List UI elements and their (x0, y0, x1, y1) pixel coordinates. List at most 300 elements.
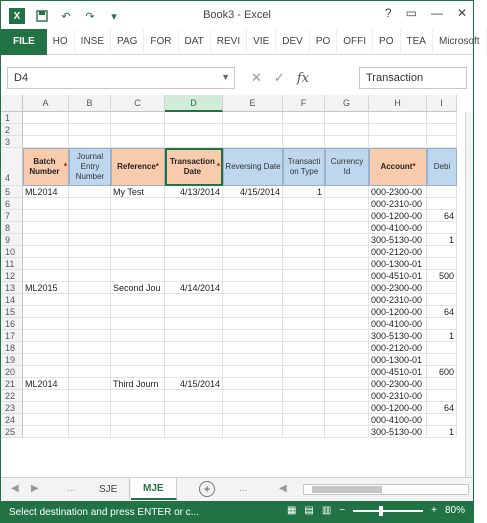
header-reference[interactable] (111, 148, 165, 186)
cell-a22[interactable] (23, 390, 69, 402)
cell-i10[interactable] (427, 246, 457, 258)
cell-d13[interactable]: 4/14/2014 (165, 282, 223, 294)
cell-b9[interactable] (69, 234, 111, 246)
worksheet-grid[interactable] (1, 95, 473, 477)
cell-e23[interactable] (223, 402, 283, 414)
cell-c25[interactable] (111, 426, 165, 438)
cell-i25[interactable]: 1 (427, 426, 457, 438)
cell-h11[interactable]: 000-1300-01 (369, 258, 427, 270)
tab-microsoft[interactable]: Microsoft (433, 29, 487, 55)
cell-i9[interactable]: 1 (427, 234, 457, 246)
cell-h1[interactable] (369, 112, 427, 124)
cell-c13[interactable]: Second Jou (111, 282, 165, 294)
cell-i1[interactable] (427, 112, 457, 124)
row-header-21[interactable]: 21 (1, 378, 23, 390)
cell-h20[interactable]: 000-4510-01 (369, 366, 427, 378)
cell-f16[interactable] (283, 318, 325, 330)
cell-i6[interactable] (427, 198, 457, 210)
row-header-18[interactable]: 18 (1, 342, 23, 354)
cell-e16[interactable] (223, 318, 283, 330)
cell-f18[interactable] (283, 342, 325, 354)
cell-g6[interactable] (325, 198, 369, 210)
cell-a15[interactable] (23, 306, 69, 318)
cell-c9[interactable] (111, 234, 165, 246)
cell-e24[interactable] (223, 414, 283, 426)
cell-b14[interactable] (69, 294, 111, 306)
cell-d25[interactable] (165, 426, 223, 438)
cell-a18[interactable] (23, 342, 69, 354)
zoom-in-button[interactable]: + (431, 505, 437, 516)
row-header-23[interactable]: 23 (1, 402, 23, 414)
row-header-2[interactable]: 2 (1, 124, 23, 136)
cell-a19[interactable] (23, 354, 69, 366)
cell-d6[interactable] (165, 198, 223, 210)
cell-i8[interactable] (427, 222, 457, 234)
cell-f23[interactable] (283, 402, 325, 414)
cell-b12[interactable] (69, 270, 111, 282)
cell-b23[interactable] (69, 402, 111, 414)
cell-c14[interactable] (111, 294, 165, 306)
enter-formula-icon[interactable]: ✓ (273, 70, 285, 85)
cell-d7[interactable] (165, 210, 223, 222)
cell-g24[interactable] (325, 414, 369, 426)
row-header-12[interactable]: 12 (1, 270, 23, 282)
cell-f9[interactable] (283, 234, 325, 246)
cell-d21[interactable]: 4/15/2014 (165, 378, 223, 390)
cell-b11[interactable] (69, 258, 111, 270)
cell-b6[interactable] (69, 198, 111, 210)
cell-e18[interactable] (223, 342, 283, 354)
cell-b1[interactable] (69, 112, 111, 124)
cell-h21[interactable]: 000-2300-00 (369, 378, 427, 390)
row-header-11[interactable]: 11 (1, 258, 23, 270)
cell-e21[interactable] (223, 378, 283, 390)
cell-g8[interactable] (325, 222, 369, 234)
sheet-more-right[interactable]: ... (239, 483, 248, 494)
row-header-7[interactable]: 7 (1, 210, 23, 222)
row-header-5[interactable]: 5 (1, 186, 23, 198)
cell-i17[interactable]: 1 (427, 330, 457, 342)
cell-c5[interactable]: My Test (111, 186, 165, 198)
cell-a9[interactable] (23, 234, 69, 246)
tab-power-2[interactable]: PO (373, 29, 400, 55)
help-icon[interactable]: ? (384, 6, 392, 20)
cell-g9[interactable] (325, 234, 369, 246)
row-header-9[interactable]: 9 (1, 234, 23, 246)
cell-a13[interactable]: ML2015 (23, 282, 69, 294)
cancel-formula-icon[interactable]: ✕ (251, 70, 262, 85)
row-header-19[interactable]: 19 (1, 354, 23, 366)
cell-g13[interactable] (325, 282, 369, 294)
row-header-10[interactable]: 10 (1, 246, 23, 258)
row-header-13[interactable]: 13 (1, 282, 23, 294)
insert-function-icon[interactable]: fx (296, 70, 309, 86)
header-batch-number[interactable] (23, 148, 69, 186)
cell-e12[interactable] (223, 270, 283, 282)
tab-power-1[interactable]: PO (310, 29, 337, 55)
tab-developer[interactable]: DEV (276, 29, 310, 55)
cell-d8[interactable] (165, 222, 223, 234)
cell-h6[interactable]: 000-2310-00 (369, 198, 427, 210)
cell-f2[interactable] (283, 124, 325, 136)
cell-c18[interactable] (111, 342, 165, 354)
cell-a2[interactable] (23, 124, 69, 136)
row-header-20[interactable]: 20 (1, 366, 23, 378)
zoom-out-button[interactable]: − (339, 505, 346, 516)
cell-h16[interactable]: 000-4100-00 (369, 318, 427, 330)
add-sheet-button[interactable]: + (199, 481, 215, 497)
cell-d14[interactable] (165, 294, 223, 306)
cell-e10[interactable] (223, 246, 283, 258)
cell-a25[interactable] (23, 426, 69, 438)
cell-f20[interactable] (283, 366, 325, 378)
cell-c17[interactable] (111, 330, 165, 342)
normal-view-icon[interactable]: ▦ (286, 505, 297, 516)
cell-b10[interactable] (69, 246, 111, 258)
undo-icon[interactable]: ↶ (61, 10, 71, 23)
cell-e25[interactable] (223, 426, 283, 438)
scroll-left-icon[interactable]: ◀ (279, 483, 287, 494)
cell-a1[interactable] (23, 112, 69, 124)
cell-h18[interactable]: 000-2120-00 (369, 342, 427, 354)
cell-f3[interactable] (283, 136, 325, 148)
cell-g20[interactable] (325, 366, 369, 378)
cell-i19[interactable] (427, 354, 457, 366)
cell-c3[interactable] (111, 136, 165, 148)
cell-i16[interactable] (427, 318, 457, 330)
row-header-3[interactable]: 3 (1, 136, 23, 148)
page-layout-view-icon[interactable]: ▤ (304, 505, 314, 516)
cell-g23[interactable] (325, 402, 369, 414)
tab-office[interactable]: OFFI (337, 29, 373, 55)
cell-a24[interactable] (23, 414, 69, 426)
cell-e14[interactable] (223, 294, 283, 306)
page-break-view-icon[interactable]: ▥ (321, 505, 332, 516)
cell-e19[interactable] (223, 354, 283, 366)
cell-c19[interactable] (111, 354, 165, 366)
cell-i7[interactable]: 64 (427, 210, 457, 222)
cell-d2[interactable] (165, 124, 223, 136)
row-header-6[interactable]: 6 (1, 198, 23, 210)
zoom-level[interactable]: 80% (444, 505, 465, 516)
cell-c1[interactable] (111, 112, 165, 124)
cell-i20[interactable]: 600 (427, 366, 457, 378)
select-all-corner[interactable] (1, 95, 23, 112)
cell-d5[interactable]: 4/13/2014 (165, 186, 223, 198)
cell-f15[interactable] (283, 306, 325, 318)
row-header-16[interactable]: 16 (1, 318, 23, 330)
cell-c22[interactable] (111, 390, 165, 402)
cell-c8[interactable] (111, 222, 165, 234)
cell-f7[interactable] (283, 210, 325, 222)
cell-a6[interactable] (23, 198, 69, 210)
cell-e20[interactable] (223, 366, 283, 378)
column-header-c[interactable]: C (111, 95, 165, 112)
cell-b20[interactable] (69, 366, 111, 378)
cell-d22[interactable] (165, 390, 223, 402)
cell-e22[interactable] (223, 390, 283, 402)
cell-e15[interactable] (223, 306, 283, 318)
cell-h3[interactable] (369, 136, 427, 148)
cell-c21[interactable]: Third Journ (111, 378, 165, 390)
header-journal-entry-number[interactable] (69, 148, 111, 186)
cell-b16[interactable] (69, 318, 111, 330)
cell-e3[interactable] (223, 136, 283, 148)
minimize-icon[interactable]: — (430, 6, 443, 20)
cell-d19[interactable] (165, 354, 223, 366)
cell-e7[interactable] (223, 210, 283, 222)
row-header-1[interactable]: 1 (1, 112, 23, 124)
cell-h10[interactable]: 000-2120-00 (369, 246, 427, 258)
cell-e5[interactable]: 4/15/2014 (223, 186, 283, 198)
cell-e11[interactable] (223, 258, 283, 270)
cell-h14[interactable]: 000-2310-00 (369, 294, 427, 306)
ribbon-display-icon[interactable]: ▭ (405, 6, 417, 20)
cell-f8[interactable] (283, 222, 325, 234)
header-account[interactable] (369, 148, 427, 186)
cell-b5[interactable] (69, 186, 111, 198)
cell-f25[interactable] (283, 426, 325, 438)
cell-g25[interactable] (325, 426, 369, 438)
cell-g11[interactable] (325, 258, 369, 270)
cell-b18[interactable] (69, 342, 111, 354)
cell-c23[interactable] (111, 402, 165, 414)
row-header-24[interactable]: 24 (1, 414, 23, 426)
cell-a5[interactable]: ML2014 (23, 186, 69, 198)
cell-i12[interactable]: 500 (427, 270, 457, 282)
cell-b13[interactable] (69, 282, 111, 294)
cell-h2[interactable] (369, 124, 427, 136)
cell-f24[interactable] (283, 414, 325, 426)
tab-file[interactable]: FILE (1, 29, 47, 55)
cell-b25[interactable] (69, 426, 111, 438)
cell-i2[interactable] (427, 124, 457, 136)
cell-f5[interactable]: 1 (283, 186, 325, 198)
redo-icon[interactable]: ↷ (85, 10, 95, 23)
cell-g14[interactable] (325, 294, 369, 306)
sheet-more-left[interactable]: ... (67, 483, 76, 494)
cell-h15[interactable]: 000-1200-00 (369, 306, 427, 318)
customize-qat-icon[interactable]: ▾ (111, 10, 117, 23)
tab-data[interactable]: DAT (179, 29, 211, 55)
cell-i14[interactable] (427, 294, 457, 306)
row-header-22[interactable]: 22 (1, 390, 23, 402)
cell-i23[interactable]: 64 (427, 402, 457, 414)
cell-b3[interactable] (69, 136, 111, 148)
zoom-slider-knob[interactable] (379, 506, 383, 516)
cell-e9[interactable] (223, 234, 283, 246)
cell-b15[interactable] (69, 306, 111, 318)
cell-c2[interactable] (111, 124, 165, 136)
cell-c11[interactable] (111, 258, 165, 270)
cell-h9[interactable]: 300-5130-00 (369, 234, 427, 246)
cell-i11[interactable] (427, 258, 457, 270)
cell-g22[interactable] (325, 390, 369, 402)
cell-i22[interactable] (427, 390, 457, 402)
cell-f10[interactable] (283, 246, 325, 258)
cell-a3[interactable] (23, 136, 69, 148)
cell-a21[interactable]: ML2014 (23, 378, 69, 390)
cell-c12[interactable] (111, 270, 165, 282)
cell-h22[interactable]: 000-2310-00 (369, 390, 427, 402)
cell-c7[interactable] (111, 210, 165, 222)
cell-i3[interactable] (427, 136, 457, 148)
close-icon[interactable]: ✕ (456, 6, 467, 20)
cell-d1[interactable] (165, 112, 223, 124)
cell-f22[interactable] (283, 390, 325, 402)
header-currency-id[interactable] (325, 148, 369, 186)
column-header-g[interactable]: G (325, 95, 369, 112)
cell-g7[interactable] (325, 210, 369, 222)
cell-g17[interactable] (325, 330, 369, 342)
cell-a8[interactable] (23, 222, 69, 234)
cell-g21[interactable] (325, 378, 369, 390)
cell-f13[interactable] (283, 282, 325, 294)
cell-b7[interactable] (69, 210, 111, 222)
cell-d11[interactable] (165, 258, 223, 270)
sheet-tab-sje[interactable]: SJE (87, 478, 130, 500)
cell-a7[interactable] (23, 210, 69, 222)
cell-a20[interactable] (23, 366, 69, 378)
horizontal-scrollbar[interactable] (303, 484, 469, 495)
header-reversing-date[interactable] (223, 148, 283, 186)
cell-i18[interactable] (427, 342, 457, 354)
cell-f19[interactable] (283, 354, 325, 366)
cell-b22[interactable] (69, 390, 111, 402)
cell-g12[interactable] (325, 270, 369, 282)
cell-d12[interactable] (165, 270, 223, 282)
cell-e2[interactable] (223, 124, 283, 136)
tab-review[interactable]: REVI (211, 29, 247, 55)
cell-e1[interactable] (223, 112, 283, 124)
cell-a12[interactable] (23, 270, 69, 282)
cell-g19[interactable] (325, 354, 369, 366)
cell-c15[interactable] (111, 306, 165, 318)
cell-f21[interactable] (283, 378, 325, 390)
cell-d18[interactable] (165, 342, 223, 354)
chevron-down-icon[interactable]: ▼ (221, 72, 230, 82)
cell-g15[interactable] (325, 306, 369, 318)
name-box[interactable] (7, 67, 235, 89)
cell-d9[interactable] (165, 234, 223, 246)
cell-b21[interactable] (69, 378, 111, 390)
cell-b8[interactable] (69, 222, 111, 234)
column-header-f[interactable]: F (283, 95, 325, 112)
cell-d3[interactable] (165, 136, 223, 148)
cell-c6[interactable] (111, 198, 165, 210)
cell-f6[interactable] (283, 198, 325, 210)
row-header-15[interactable]: 15 (1, 306, 23, 318)
cell-a23[interactable] (23, 402, 69, 414)
cell-g2[interactable] (325, 124, 369, 136)
cell-b19[interactable] (69, 354, 111, 366)
column-header-a[interactable]: A (23, 95, 69, 112)
cell-e13[interactable] (223, 282, 283, 294)
cell-h23[interactable]: 000-1200-00 (369, 402, 427, 414)
cell-g5[interactable] (325, 186, 369, 198)
cell-d20[interactable] (165, 366, 223, 378)
header-transaction-date[interactable] (165, 148, 223, 186)
cell-d16[interactable] (165, 318, 223, 330)
cell-d10[interactable] (165, 246, 223, 258)
cell-g16[interactable] (325, 318, 369, 330)
cell-e8[interactable] (223, 222, 283, 234)
cell-b17[interactable] (69, 330, 111, 342)
cell-g1[interactable] (325, 112, 369, 124)
cell-h17[interactable]: 300-5130-00 (369, 330, 427, 342)
cell-c10[interactable] (111, 246, 165, 258)
cell-d17[interactable] (165, 330, 223, 342)
cell-b24[interactable] (69, 414, 111, 426)
cell-f17[interactable] (283, 330, 325, 342)
cell-c20[interactable] (111, 366, 165, 378)
cell-c16[interactable] (111, 318, 165, 330)
cell-d23[interactable] (165, 402, 223, 414)
cell-e17[interactable] (223, 330, 283, 342)
cell-a10[interactable] (23, 246, 69, 258)
tab-home[interactable]: HO (47, 29, 75, 55)
column-header-e[interactable]: E (223, 95, 283, 112)
row-header-14[interactable]: 14 (1, 294, 23, 306)
cell-d24[interactable] (165, 414, 223, 426)
tab-page-layout[interactable]: PAG (111, 29, 144, 55)
cell-b2[interactable] (69, 124, 111, 136)
cell-f12[interactable] (283, 270, 325, 282)
cell-e6[interactable] (223, 198, 283, 210)
cell-i24[interactable] (427, 414, 457, 426)
column-header-b[interactable]: B (69, 95, 111, 112)
formula-input[interactable]: Transaction (359, 67, 467, 89)
cell-h19[interactable]: 000-1300-01 (369, 354, 427, 366)
zoom-slider[interactable] (353, 510, 423, 512)
cell-i5[interactable] (427, 186, 457, 198)
header-transaction-type[interactable] (283, 148, 325, 186)
scrollbar-thumb[interactable] (312, 486, 382, 493)
tab-insert[interactable]: INSE (75, 29, 111, 55)
cell-i15[interactable]: 64 (427, 306, 457, 318)
cell-i21[interactable] (427, 378, 457, 390)
cell-i13[interactable] (427, 282, 457, 294)
cell-g3[interactable] (325, 136, 369, 148)
cell-h13[interactable]: 000-2300-00 (369, 282, 427, 294)
row-header-17[interactable]: 17 (1, 330, 23, 342)
cell-h25[interactable]: 300-5130-00 (369, 426, 427, 438)
column-header-h[interactable]: H (369, 95, 427, 112)
sheet-next-icon[interactable]: ▶ (31, 483, 39, 494)
cell-h7[interactable]: 000-1200-00 (369, 210, 427, 222)
cell-a16[interactable] (23, 318, 69, 330)
vertical-scrollbar[interactable] (465, 112, 473, 477)
header-debit[interactable] (427, 148, 457, 186)
sheet-prev-icon[interactable]: ◀ (11, 483, 19, 494)
tab-formulas[interactable]: FOR (144, 29, 178, 55)
cell-c24[interactable] (111, 414, 165, 426)
cell-a14[interactable] (23, 294, 69, 306)
cell-g10[interactable] (325, 246, 369, 258)
row-header-25[interactable]: 25 (1, 426, 23, 438)
row-header-4[interactable]: 4 (1, 148, 23, 186)
column-header-i[interactable]: I (427, 95, 457, 112)
cell-a11[interactable] (23, 258, 69, 270)
column-header-d[interactable]: D (165, 95, 223, 112)
tab-team[interactable]: TEA (401, 29, 433, 55)
row-header-8[interactable]: 8 (1, 222, 23, 234)
cell-d15[interactable] (165, 306, 223, 318)
cell-g18[interactable] (325, 342, 369, 354)
cell-h12[interactable]: 000-4510-01 (369, 270, 427, 282)
cell-f11[interactable] (283, 258, 325, 270)
cell-a17[interactable] (23, 330, 69, 342)
